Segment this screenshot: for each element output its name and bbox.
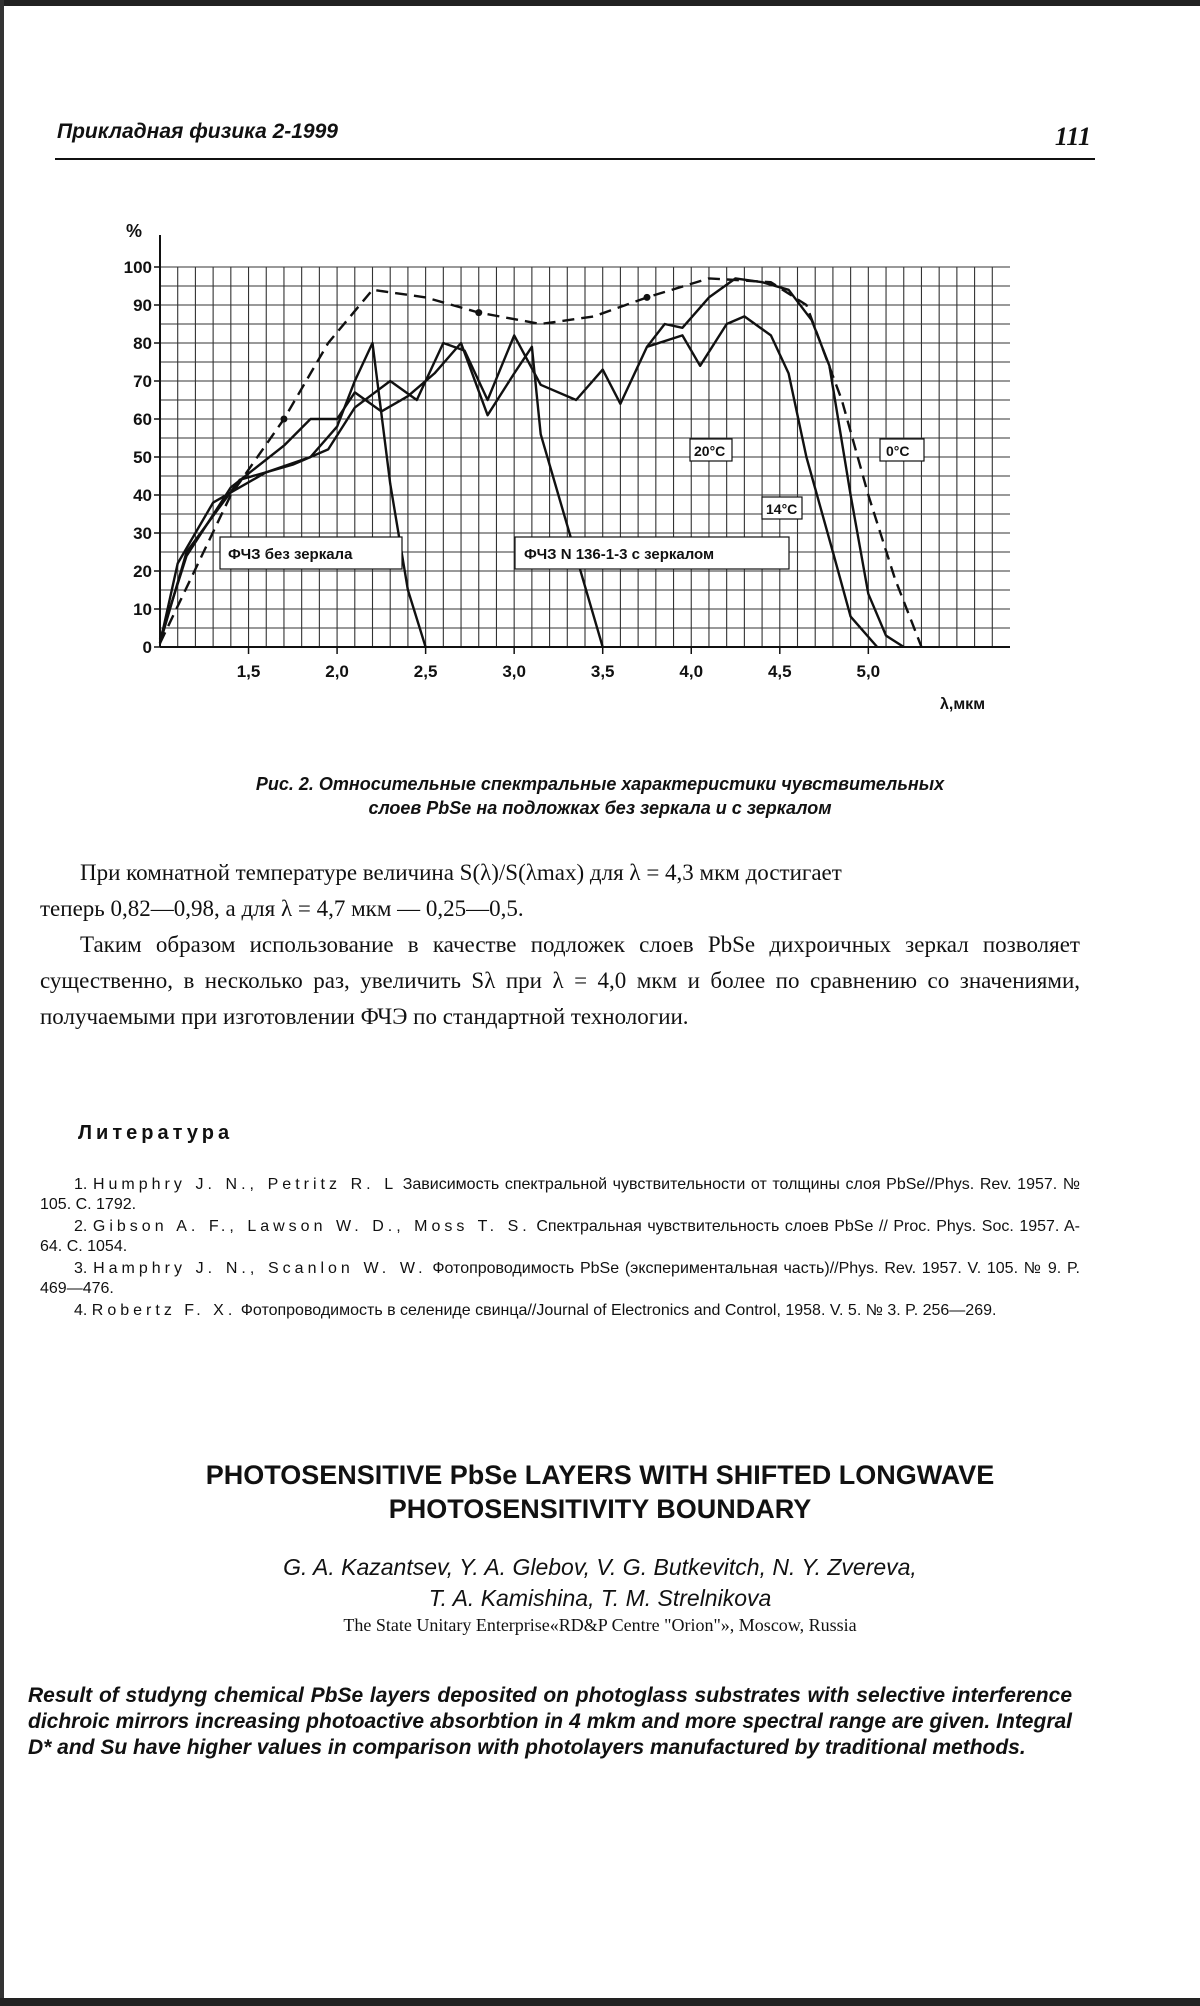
y-tick-label: 0 xyxy=(142,638,152,657)
reference-item xyxy=(40,1175,1080,1215)
x-tick-label: 1,5 xyxy=(236,662,261,681)
body-text xyxy=(40,855,1080,1035)
series-line-4 xyxy=(647,278,904,647)
abstract: Result of studyng chemical PbSe layers deposited on photoglass substrates with selective interference dichroic mirrors increasing photoactive absorbtion in 4 mkm and more spectral range are given. Integral D* and Su have higher values in comparison with photolayers manufactured by traditional methods. xyxy=(28,1684,1072,1759)
series-point xyxy=(475,309,482,316)
x-tick-label: 5,0 xyxy=(856,662,881,681)
y-tick-label: 30 xyxy=(133,524,152,543)
references-list xyxy=(40,1175,1080,1323)
label-with-mirror: ФЧЗ N 136-1-3 с зеркалом xyxy=(524,546,715,563)
x-tick-label: 3,5 xyxy=(590,662,615,681)
english-title xyxy=(60,1458,1140,1526)
label-0c: 0°С xyxy=(886,443,910,459)
x-tick-label: 3,0 xyxy=(502,662,526,681)
reference-authors: Gibson A. F., Lawson W. D., Moss T. S. xyxy=(92,1218,531,1235)
affiliation: The State Unitary Enterprise«RD&P Centre "Orion"», Moscow, Russia xyxy=(343,1615,857,1635)
paragraph-1-line-2: теперь 0,82—0,98, а для λ = 4,7 мкм — 0,25—0,5. xyxy=(40,896,524,921)
x-tick-label: 4,5 xyxy=(767,662,792,681)
paragraph-1-line-1: При комнатной температуре величина S(λ)/S(λmax) для λ = 4,3 мкм достигает xyxy=(80,860,842,885)
label-14c: 14°С xyxy=(766,501,798,517)
y-tick-label: 60 xyxy=(133,410,152,429)
scan-edge-top xyxy=(0,0,1200,6)
reference-item xyxy=(40,1217,1080,1257)
references-heading: Литература xyxy=(78,1122,234,1144)
x-tick-label: 2,5 xyxy=(413,662,438,681)
series-point xyxy=(280,416,287,423)
reference-authors: Hamphry J. N., Scanlon W. W. xyxy=(93,1260,427,1277)
reference-item xyxy=(40,1301,1080,1321)
label-20c: 20°С xyxy=(694,443,726,459)
reference-number: 4. xyxy=(74,1302,88,1319)
scan-edge-bottom xyxy=(0,1998,1200,2006)
reference-authors: Humphry J. N., Petritz R. L xyxy=(92,1176,398,1193)
y-tick-label: 40 xyxy=(133,486,152,505)
english-title-line-2: PHOTOSENSITIVITY BOUNDARY xyxy=(388,1494,812,1524)
authors-line-2: T. A. Kamishina, T. M. Strelnikova xyxy=(428,1585,772,1611)
running-head xyxy=(55,118,1095,160)
x-axis-label: λ,мкм xyxy=(940,696,986,713)
y-tick-label: 50 xyxy=(133,448,152,467)
x-tick-label: 2,0 xyxy=(325,662,349,681)
reference-text: Спектральная чувствительность слоев PbSe // Proc. Phys. Soc. 1957. A-64. С. 1054. xyxy=(40,1218,1081,1255)
spectral-chart xyxy=(110,215,1030,735)
reference-item xyxy=(40,1259,1080,1299)
y-tick-label: 80 xyxy=(133,334,152,353)
x-tick-label: 4,0 xyxy=(679,662,704,681)
scan-edge-left xyxy=(0,0,4,2006)
y-tick-label: 90 xyxy=(133,296,152,315)
y-tick-label: 100 xyxy=(123,258,152,277)
y-axis-label: % xyxy=(126,221,143,241)
y-tick-label: 70 xyxy=(133,372,152,391)
reference-text: Фотопроводимость PbSe (экспериментальная часть)//Phys. Rev. 1957. V. 105. № 9. P. 469—476. xyxy=(40,1260,1080,1297)
y-tick-label: 20 xyxy=(133,562,152,581)
page-number: 111 xyxy=(1054,122,1091,151)
authors-line-1: G. A. Kazantsev, Y. A. Glebov, V. G. Butkevitch, N. Y. Zvereva, xyxy=(283,1554,917,1580)
reference-number: 3. xyxy=(74,1260,88,1277)
reference-number: 2. xyxy=(74,1218,88,1235)
reference-number: 1. xyxy=(74,1176,88,1193)
series-point xyxy=(643,294,650,301)
reference-text: Фотопроводимость в селениде свинца//Journal of Electronics and Control, 1958. V. 5. № 3. P. 256—269. xyxy=(240,1302,997,1319)
reference-authors: Robertz F. X. xyxy=(91,1302,237,1319)
figure-caption-line-1: Рис. 2. Относительные спектральные характеристики чувствительных xyxy=(255,774,945,794)
authors xyxy=(60,1552,1140,1614)
label-no-mirror: ФЧЗ без зеркала xyxy=(228,546,353,563)
chart-ticks xyxy=(124,258,881,681)
y-tick-label: 10 xyxy=(133,600,152,619)
figure-caption-line-2: слоев PbSe на подложках без зеркала и с зеркалом xyxy=(368,798,832,818)
chart-series xyxy=(160,278,922,647)
paragraph-2: Таким образом использование в качестве подложек слоев PbSe дихроичных зеркал позволяет существенно, в несколько раз, увеличить Sλ при λ = 4,0 мкм и более по сравнению со значениями, получаемыми при изготовлении ФЧЭ по стандартной технологии. xyxy=(40,932,1080,1029)
journal-title: Прикладная физика 2-1999 xyxy=(57,120,338,143)
figure-caption xyxy=(100,772,1100,820)
reference-text: Зависимость спектральной чувствительности от толщины слоя PbSe//Phys. Rev. 1957. № 105. С. 1792. xyxy=(40,1176,1081,1213)
english-title-line-1: PHOTOSENSITIVE PbSe LAYERS WITH SHIFTED LONGWAVE xyxy=(205,1460,995,1490)
